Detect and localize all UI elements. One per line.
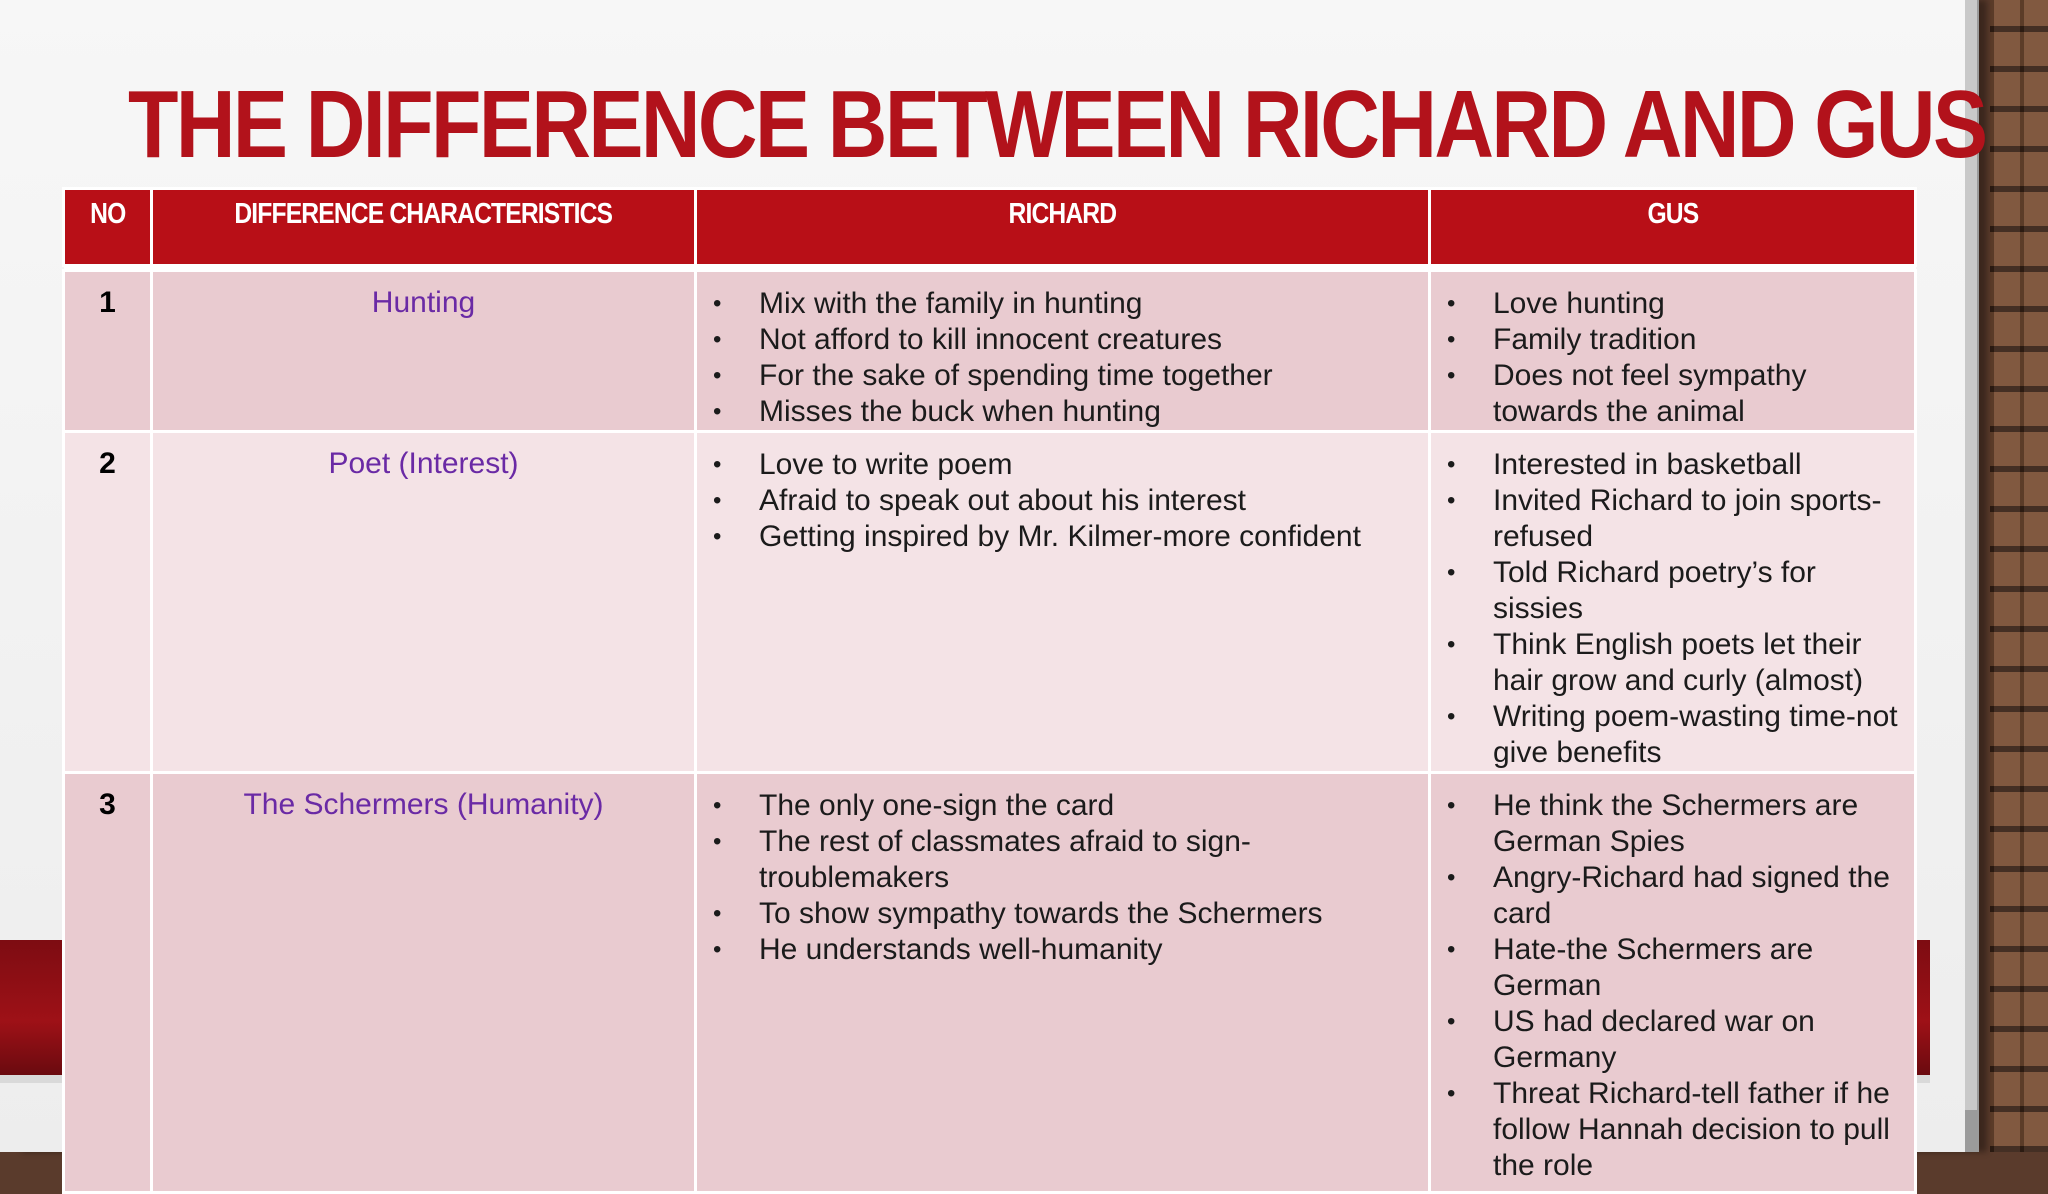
gus-cell (1430, 773, 1916, 1193)
richard-cell (696, 432, 1430, 773)
list-item: • Invited Richard to join sports-refused (1441, 483, 1904, 555)
header-characteristics: DIFFERENCE CHARACTERISTICS (152, 189, 696, 266)
list-item: • Mix with the family in hunting (707, 286, 1418, 322)
list-item: • Writing poem-wasting time-not give benefits (1441, 699, 1904, 771)
table-row (64, 432, 1916, 773)
list-item: • Not afford to kill innocent creatures (707, 322, 1418, 358)
row-characteristic: The Schermers (Humanity) (152, 773, 696, 1193)
list-item: • Interested in basketball (1441, 447, 1904, 483)
list-item: • Think English poets let their hair grow and curly (almost) (1441, 627, 1904, 699)
list-item: • Afraid to speak out about his interest (707, 483, 1418, 519)
comparison-table (62, 187, 1917, 1194)
list-item: • The only one-sign the card (707, 788, 1418, 824)
list-item: • Does not feel sympathy towards the animal (1441, 358, 1904, 430)
table-row (64, 271, 1916, 432)
list-item: • Threat Richard-tell father if he follow Hannah decision to pull the role (1441, 1076, 1904, 1184)
list-item: • For the sake of spending time together (707, 358, 1418, 394)
list-item: • Misses the buck when hunting (707, 394, 1418, 430)
list-item: • He think the Schermers are German Spies (1441, 788, 1904, 860)
list-item: • To show sympathy towards the Schermers (707, 896, 1418, 932)
gus-cell (1430, 271, 1916, 432)
list-item: • Angry-Richard had signed the card (1441, 860, 1904, 932)
row-number: 3 (64, 773, 152, 1193)
list-item: • US had declared war on Germany (1441, 1004, 1904, 1076)
header-gus: GUS (1430, 189, 1916, 266)
table-header-row (64, 189, 1916, 266)
list-item: • Getting inspired by Mr. Kilmer-more confident (707, 519, 1418, 555)
row-characteristic: Poet (Interest) (152, 432, 696, 773)
table-row (64, 773, 1916, 1193)
gus-cell (1430, 432, 1916, 773)
richard-cell (696, 271, 1430, 432)
list-item: • Love to write poem (707, 447, 1418, 483)
slide-title: THE DIFFERENCE BETWEEN RICHARD AND GUS (128, 71, 1986, 178)
list-item: • Love hunting (1441, 286, 1904, 322)
row-characteristic: Hunting (152, 271, 696, 432)
row-number: 1 (64, 271, 152, 432)
header-no: NO (64, 189, 152, 266)
list-item: • He understands well-humanity (707, 932, 1418, 968)
header-richard: RICHARD (696, 189, 1430, 266)
list-item: • The rest of classmates afraid to sign-troublemakers (707, 824, 1418, 896)
brick-wall-background (1990, 0, 2048, 1152)
list-item: • Family tradition (1441, 322, 1904, 358)
richard-cell (696, 773, 1430, 1193)
list-item: • Told Richard poetry’s for sissies (1441, 555, 1904, 627)
list-item: • Hate-the Schermers are German (1441, 932, 1904, 1004)
row-number: 2 (64, 432, 152, 773)
